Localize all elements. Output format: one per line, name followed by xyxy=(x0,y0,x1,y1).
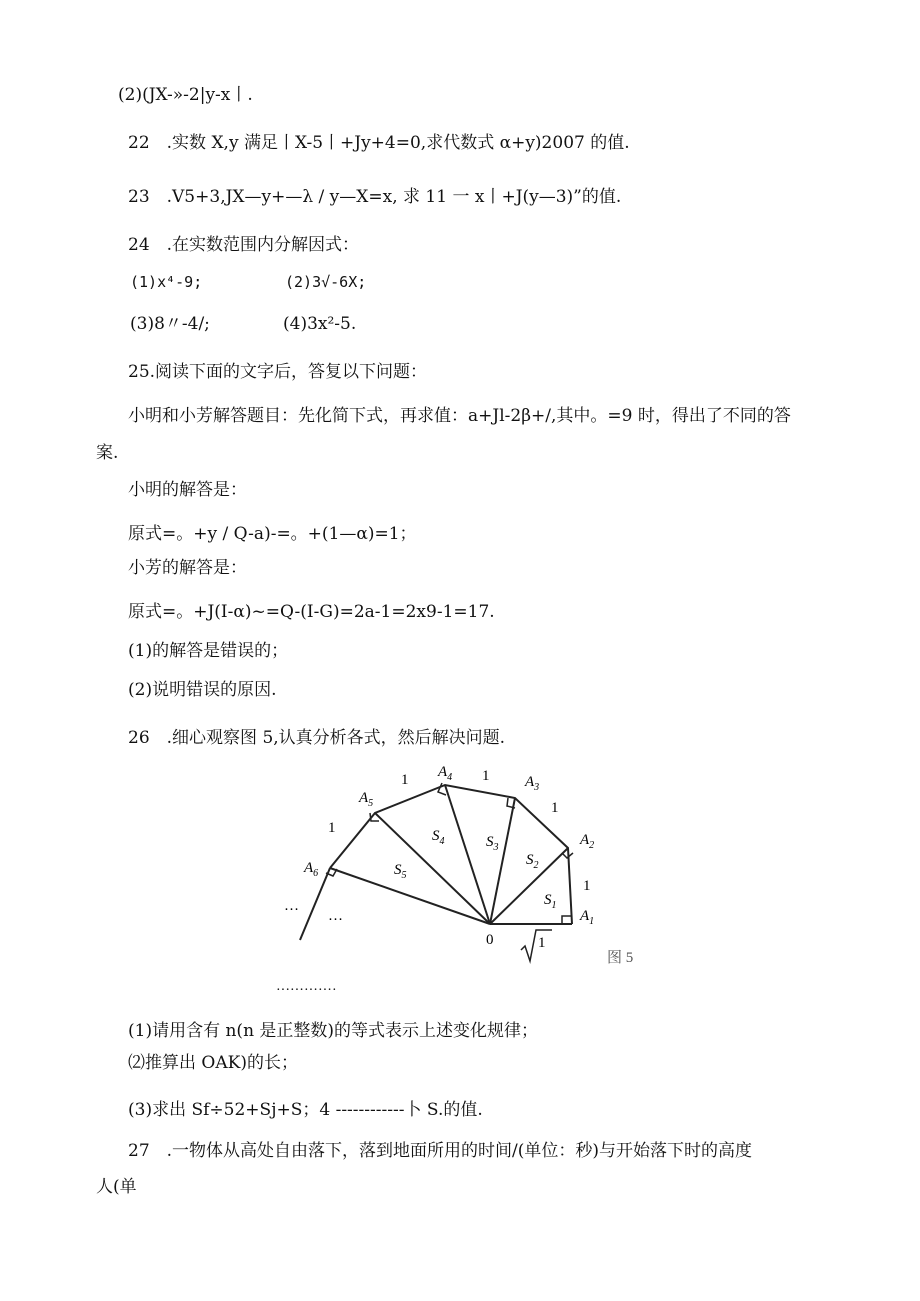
edge-a3-a4-label: 1 xyxy=(482,768,490,784)
label-a3: $A_3$ xyxy=(525,774,540,793)
problem-23: 23 .V5+3,JX—y+—λ / y—X=x, 求 11 一 x丨+J(y—3)”的值. xyxy=(128,187,622,207)
xiaoming-label: 小明的解答是： xyxy=(128,480,247,500)
problem-24: 24 .在实数范围内分解因式： xyxy=(128,235,360,255)
problem-24-item-3: (3)8〃-4/; xyxy=(130,314,210,334)
label-o: 0 xyxy=(486,932,494,948)
area-s4: $S_4$ xyxy=(432,828,445,847)
problem-27-cont: 人(单 xyxy=(96,1177,137,1197)
area-s1: $S_1$ xyxy=(544,892,557,911)
area-s2: $S_2$ xyxy=(526,852,539,871)
problem-26-q1: (1)请用含有 n(n 是正整数)的等式表示上述变化规律； xyxy=(128,1021,539,1041)
label-a1: $A_1$ xyxy=(580,908,595,927)
sqrt-radicand: 1 xyxy=(538,935,546,951)
xiaofang-label: 小芳的解答是： xyxy=(128,558,247,578)
xiaoming-answer: 原式=。+y / Q-a)-=。+(1—α)=1； xyxy=(128,524,417,544)
ellipsis-inner: … xyxy=(328,908,343,924)
segment-o-a3 xyxy=(490,798,515,924)
problem-24-item-2: (2)3√-6X; xyxy=(285,273,367,291)
sqrt-sign xyxy=(521,930,552,961)
ellipsis-outer: … xyxy=(284,898,299,914)
problem-25-body-cont: 案. xyxy=(96,443,119,463)
problem-26-q2: ⑵推算出 OAK)的长； xyxy=(128,1053,298,1073)
label-a2: $A_2$ xyxy=(580,832,595,851)
problem-22: 22 .实数 X,y 满足丨X-5丨+Jy+4=0,求代数式 α+y)2007 的值. xyxy=(128,133,630,153)
edge-a2-a3-label: 1 xyxy=(551,800,559,816)
problem-25-q1: (1)的解答是错误的； xyxy=(128,641,289,661)
xiaofang-answer: 原式=。+J(I-α)~=Q-(I-G)=2a-1=2x9-1=17. xyxy=(128,602,495,622)
dots-row: ············· xyxy=(276,983,337,998)
figure-5-spiral xyxy=(270,758,660,998)
problem-26-q3: (3)求出 Sf÷52+Sj+S；4 ------------卜 S.的值. xyxy=(128,1100,483,1120)
edge-a4-a5-label: 1 xyxy=(401,772,409,788)
problem-26: 26 .细心观察图 5,认真分析各式，然后解决问题. xyxy=(128,728,506,748)
problem-24-item-4: (4)3x²-5. xyxy=(283,314,357,334)
problem-24-item-1: (1)x⁴-9; xyxy=(130,273,203,291)
label-a6: $A_6$ xyxy=(304,860,319,879)
problem-25-body: 小明和小芳解答题目：先化简下式，再求值：a+Jl-2β+/,其中。=9 时，得出了不同的答 xyxy=(128,406,791,426)
right-angle-a1 xyxy=(562,916,572,924)
label-a5: $A_5$ xyxy=(359,790,374,809)
problem-25-q2: (2)说明错误的原因. xyxy=(128,680,277,700)
figure-caption: 图 5 xyxy=(607,950,634,966)
area-s3: $S_3$ xyxy=(486,834,499,853)
sqrt-one-label xyxy=(521,930,552,961)
problem-27: 27 .一物体从高处自由落下，落到地面所用的时间/(单位：秒)与开始落下时的高度 xyxy=(128,1141,753,1161)
edge-a5-a6-label: 1 xyxy=(328,820,336,836)
segment-o-a6 xyxy=(330,868,490,924)
label-a4: $A_4$ xyxy=(438,764,453,783)
area-s5: $S_5$ xyxy=(394,862,407,881)
line-21-part2: (2)(JX-»-2|y-x丨. xyxy=(118,85,253,105)
edge-a1-a2-label: 1 xyxy=(583,878,591,894)
problem-25: 25.阅读下面的文字后，答复以下问题： xyxy=(128,362,428,382)
